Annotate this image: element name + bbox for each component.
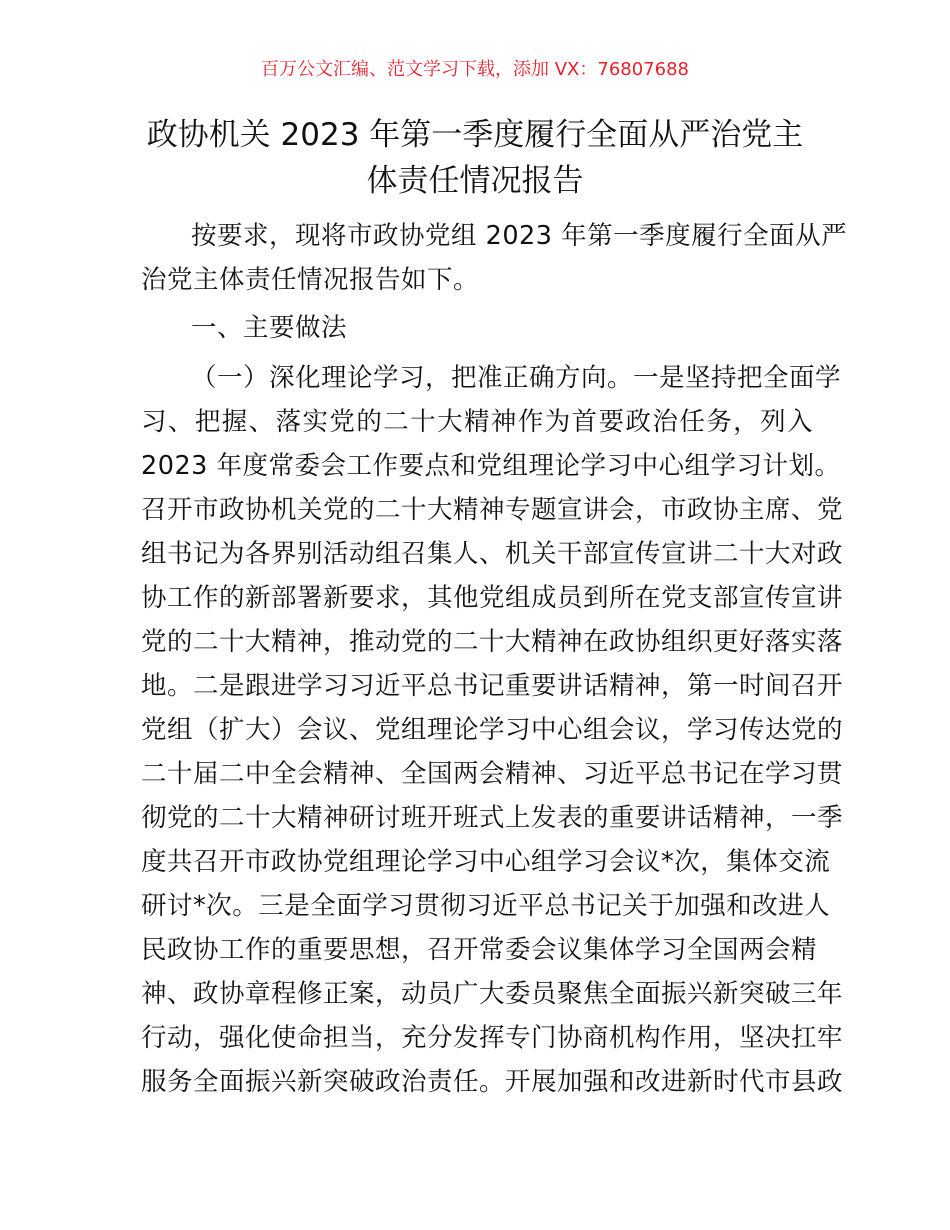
- section-heading: 一、主要做法: [191, 313, 348, 343]
- paragraph-line: 行动，强化使命担当，充分发挥专门协商机构作用，坚决扛牢: [141, 1023, 844, 1053]
- document-title-line-1: 政协机关 2023 年第一季度履行全面从严治党主: [146, 117, 804, 153]
- intro-line: 治党主体责任情况报告如下。: [141, 265, 480, 295]
- paragraph-line: 召开市政协机关党的二十大精神专题宣讲会，市政协主席、党: [141, 495, 844, 525]
- paragraph-line: 度共召开市政协党组理论学习中心组学习会议*次，集体交流: [141, 847, 831, 877]
- paragraph-line: 彻党的二十大精神研讨班开班式上发表的重要讲话精神，一季: [141, 803, 844, 833]
- paragraph-line: 协工作的新部署新要求，其他党组成员到所在党支部宣传宣讲: [141, 583, 844, 613]
- document-body: [141, 214, 848, 1104]
- paragraph-line: 地。二是跟进学习习近平总书记重要讲话精神，第一时间召开: [141, 671, 844, 701]
- intro-line: 按要求，现将市政协党组 2023 年第一季度履行全面从严: [191, 221, 848, 251]
- paragraph-line: 神、政协章程修正案，动员广大委员聚焦全面振兴新突破三年: [141, 979, 844, 1009]
- document-title-line-2: 体责任情况报告: [366, 163, 584, 199]
- paragraph-line: 2023 年度常委会工作要点和党组理论学习中心组学习计划。: [141, 451, 841, 481]
- paragraph-line: 民政协工作的重要思想，召开常委会议集体学习全国两会精: [141, 935, 818, 965]
- paragraph-line: 习、把握、落实党的二十大精神作为首要政治任务，列入: [141, 407, 813, 437]
- paragraph-1: [141, 356, 844, 1104]
- paragraph-line: 二十届二中全会精神、全国两会精神、习近平总书记在学习贯: [141, 759, 844, 789]
- watermark-text: 百万公文汇编、范文学习下载，添加 VX：76807688: [261, 59, 689, 80]
- paragraph-line: 组书记为各界别活动组召集人、机关干部宣传宣讲二十大对政: [141, 539, 844, 569]
- paragraph-line: 服务全面振兴新突破政治责任。开展加强和改进新时代市县政: [141, 1067, 844, 1097]
- paragraph-line: 党的二十大精神，推动党的二十大精神在政协组织更好落实落: [141, 627, 844, 657]
- paragraph-line: 党组（扩大）会议、党组理论学习中心组会议，学习传达党的: [141, 715, 844, 745]
- paragraph-line: （一）深化理论学习，把准正确方向。一是坚持把全面学: [191, 363, 842, 393]
- paragraph-line: 研讨*次。三是全面学习贯彻习近平总书记关于加强和改进人: [141, 891, 831, 921]
